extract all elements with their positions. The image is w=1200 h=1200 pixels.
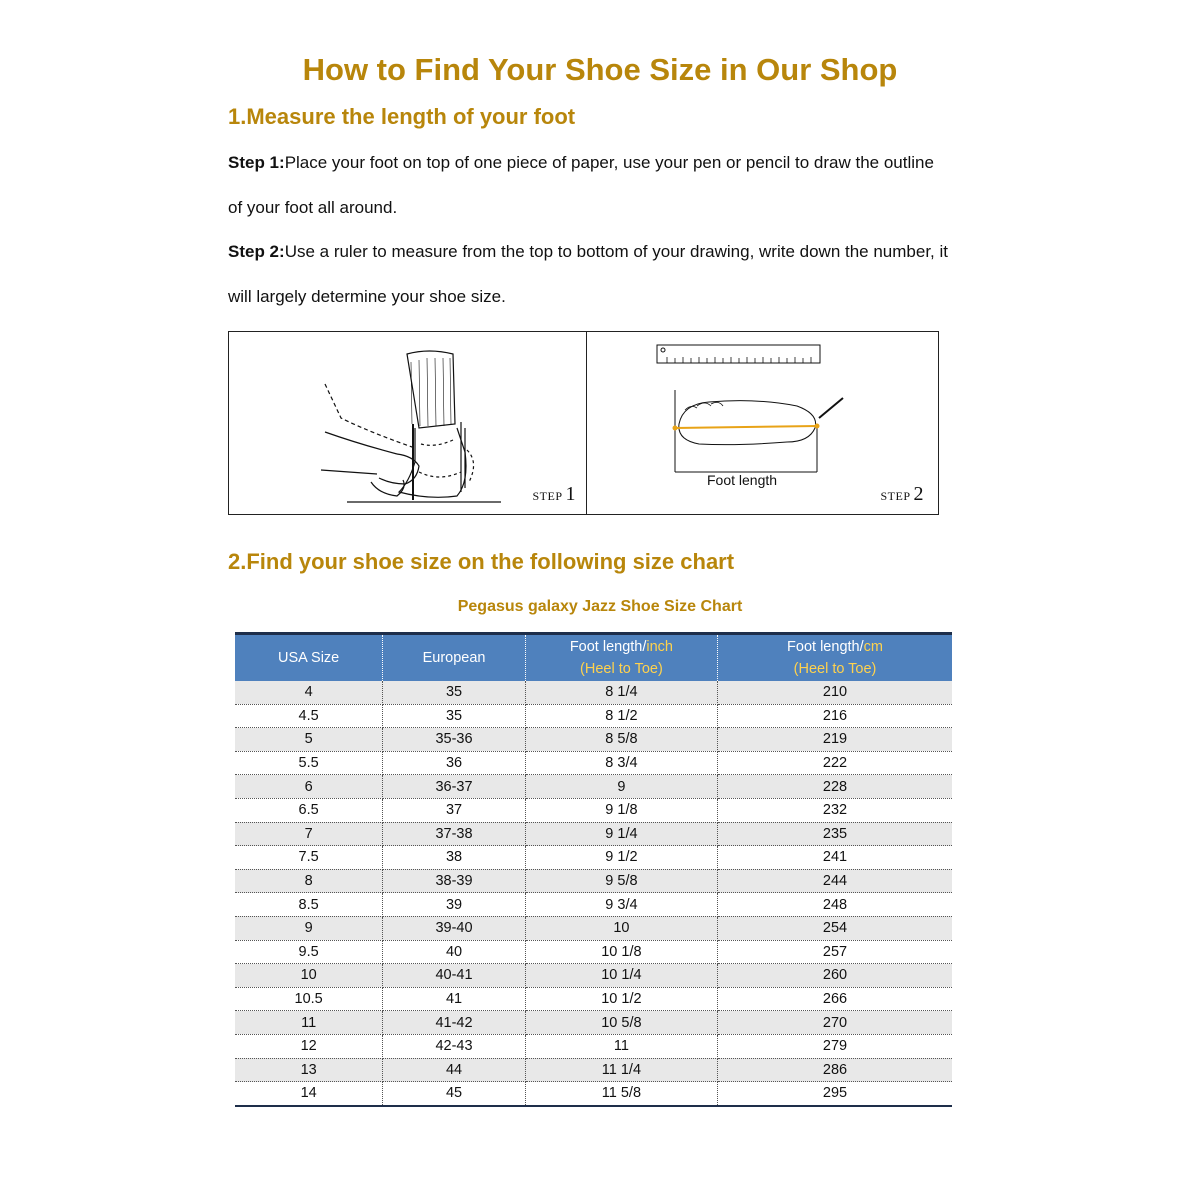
header-foot-length-cm: Foot length/cm (Heel to Toe): [718, 634, 952, 682]
european-size-cell: 40: [383, 940, 526, 964]
step-2-label: Step 2:: [228, 242, 285, 261]
size-chart-table: [235, 632, 952, 1107]
measurement-figure: [228, 331, 939, 515]
foot-length-inch-cell: 10 1/4: [525, 964, 717, 988]
foot-length-cm-cell: 241: [718, 846, 952, 870]
table-row: [235, 869, 952, 893]
header-european: European: [383, 634, 526, 682]
table-row: [235, 798, 952, 822]
step-2-text: Use a ruler to measure from the top to bottom of your drawing, write down the number, it will largely determine your shoe size.: [228, 242, 949, 306]
foot-length-inch-cell: 8 3/4: [525, 751, 717, 775]
foot-length-cm-cell: 210: [718, 681, 952, 704]
table-row: [235, 704, 952, 728]
european-size-cell: 44: [383, 1058, 526, 1082]
foot-length-cm-cell: 260: [718, 964, 952, 988]
foot-length-inch-cell: 11: [525, 1034, 717, 1058]
foot-length-inch-cell: 8 1/2: [525, 704, 717, 728]
foot-length-inch-cell: 9 1/4: [525, 822, 717, 846]
usa-size-cell: 10.5: [235, 987, 383, 1011]
european-size-cell: 39-40: [383, 916, 526, 940]
table-row: [235, 822, 952, 846]
table-row: [235, 940, 952, 964]
usa-size-cell: 5: [235, 728, 383, 752]
european-size-cell: 41: [383, 987, 526, 1011]
european-size-cell: 45: [383, 1082, 526, 1106]
european-size-cell: 35: [383, 681, 526, 704]
step-1-text: Place your foot on top of one piece of paper, use your pen or pencil to draw the outline of your foot all around.: [228, 153, 934, 217]
foot-length-cm-cell: 270: [718, 1011, 952, 1035]
usa-size-cell: 11: [235, 1011, 383, 1035]
table-row: [235, 987, 952, 1011]
european-size-cell: 37-38: [383, 822, 526, 846]
foot-length-inch-cell: 9 1/8: [525, 798, 717, 822]
european-size-cell: 42-43: [383, 1034, 526, 1058]
european-size-cell: 41-42: [383, 1011, 526, 1035]
foot-length-cm-cell: 235: [718, 822, 952, 846]
size-chart-body: [235, 681, 952, 1106]
page-title: How to Find Your Shoe Size in Our Shop: [302, 52, 898, 87]
table-row: [235, 775, 952, 799]
european-size-cell: 38: [383, 846, 526, 870]
table-row: [235, 1058, 952, 1082]
step-2-marker: STEP 2: [880, 483, 924, 505]
step-1-marker: STEP 1: [532, 483, 576, 505]
table-row: [235, 751, 952, 775]
table-row: [235, 1011, 952, 1035]
foot-length-cm-cell: 248: [718, 893, 952, 917]
foot-length-label: Foot length: [707, 472, 778, 488]
step-1-label: Step 1:: [228, 153, 285, 172]
foot-length-inch-cell: 8 1/4: [525, 681, 717, 704]
foot-length-cm-cell: 286: [718, 1058, 952, 1082]
foot-length-cm-cell: 266: [718, 987, 952, 1011]
foot-length-inch-cell: 11 1/4: [525, 1058, 717, 1082]
usa-size-cell: 8.5: [235, 893, 383, 917]
european-size-cell: 37: [383, 798, 526, 822]
european-size-cell: 35-36: [383, 728, 526, 752]
usa-size-cell: 13: [235, 1058, 383, 1082]
usa-size-cell: 6.5: [235, 798, 383, 822]
usa-size-cell: 8: [235, 869, 383, 893]
foot-length-inch-cell: 8 5/8: [525, 728, 717, 752]
usa-size-cell: 6: [235, 775, 383, 799]
foot-length-cm-cell: 219: [718, 728, 952, 752]
table-row: [235, 681, 952, 704]
section-2-heading: 2.Find your shoe size on the following size chart: [228, 549, 735, 574]
foot-length-inch-cell: 11 5/8: [525, 1082, 717, 1106]
foot-length-inch-cell: 10 1/2: [525, 987, 717, 1011]
foot-length-cm-cell: 244: [718, 869, 952, 893]
table-row: [235, 1082, 952, 1106]
foot-length-inch-cell: 9 3/4: [525, 893, 717, 917]
table-row: [235, 916, 952, 940]
usa-size-cell: 7.5: [235, 846, 383, 870]
usa-size-cell: 12: [235, 1034, 383, 1058]
foot-length-inch-cell: 9: [525, 775, 717, 799]
size-chart-title: Pegasus galaxy Jazz Shoe Size Chart: [457, 598, 743, 615]
usa-size-cell: 10: [235, 964, 383, 988]
usa-size-cell: 7: [235, 822, 383, 846]
header-usa-size: USA Size: [235, 634, 383, 682]
step-2-illustration: [587, 332, 938, 514]
usa-size-cell: 14: [235, 1082, 383, 1106]
european-size-cell: 40-41: [383, 964, 526, 988]
foot-length-cm-cell: 295: [718, 1082, 952, 1106]
usa-size-cell: 4.5: [235, 704, 383, 728]
foot-length-cm-cell: 222: [718, 751, 952, 775]
table-row: [235, 893, 952, 917]
step-1-illustration: [229, 332, 587, 514]
foot-length-cm-cell: 254: [718, 916, 952, 940]
european-size-cell: 36: [383, 751, 526, 775]
table-row: [235, 1034, 952, 1058]
table-header-row: [235, 634, 952, 682]
foot-length-cm-cell: 228: [718, 775, 952, 799]
usa-size-cell: 4: [235, 681, 383, 704]
table-row: [235, 728, 952, 752]
foot-length-cm-cell: 257: [718, 940, 952, 964]
european-size-cell: 35: [383, 704, 526, 728]
european-size-cell: 36-37: [383, 775, 526, 799]
foot-length-inch-cell: 10 1/8: [525, 940, 717, 964]
step-1-paragraph: [228, 141, 948, 230]
foot-length-cm-cell: 216: [718, 704, 952, 728]
header-foot-length-inch: Foot length/inch (Heel to Toe): [525, 634, 717, 682]
foot-length-inch-cell: 10: [525, 916, 717, 940]
table-row: [235, 846, 952, 870]
foot-length-inch-cell: 9 1/2: [525, 846, 717, 870]
table-row: [235, 964, 952, 988]
section-1-heading: 1.Measure the length of your foot: [228, 104, 576, 129]
foot-length-cm-cell: 279: [718, 1034, 952, 1058]
foot-length-inch-cell: 10 5/8: [525, 1011, 717, 1035]
european-size-cell: 39: [383, 893, 526, 917]
usa-size-cell: 9.5: [235, 940, 383, 964]
foot-length-cm-cell: 232: [718, 798, 952, 822]
european-size-cell: 38-39: [383, 869, 526, 893]
foot-length-inch-cell: 9 5/8: [525, 869, 717, 893]
usa-size-cell: 5.5: [235, 751, 383, 775]
usa-size-cell: 9: [235, 916, 383, 940]
step-2-paragraph: [228, 230, 948, 319]
